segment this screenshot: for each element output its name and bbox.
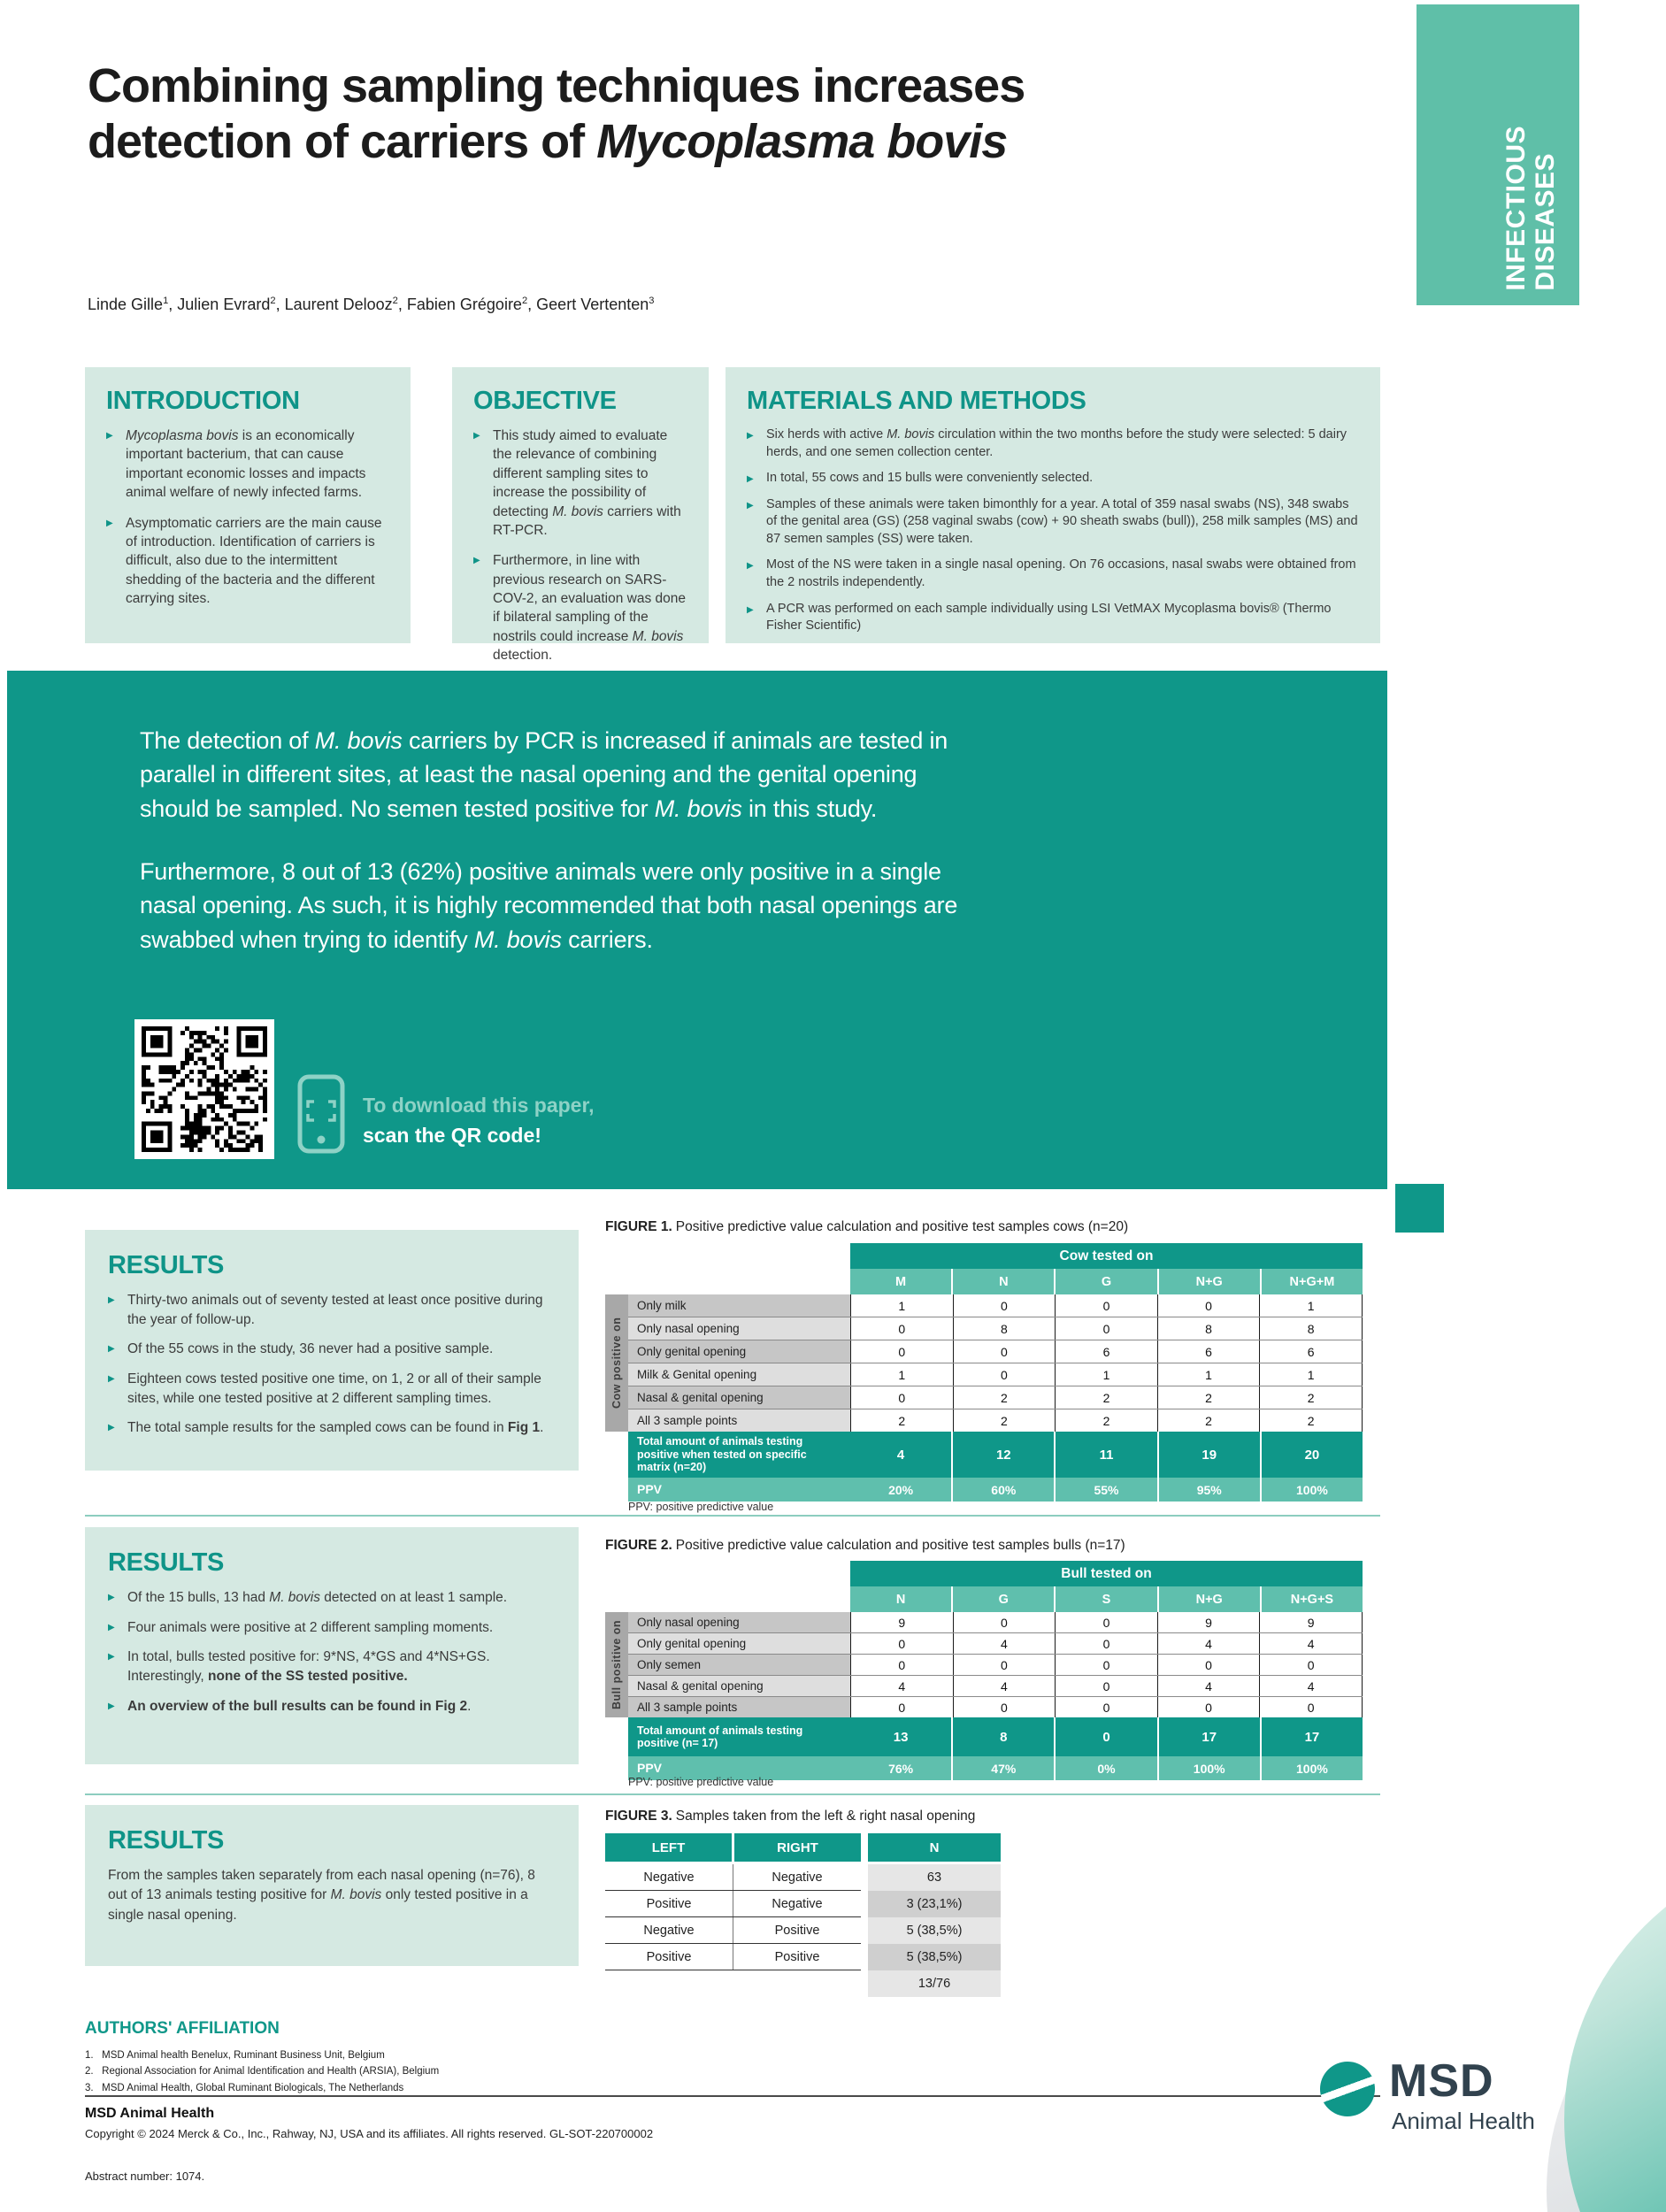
figure1-total-row <box>628 1432 1363 1478</box>
bullet-icon: ▶ <box>108 1295 115 1305</box>
cell: 3 (23,1%) <box>868 1891 1001 1917</box>
column-header: G <box>953 1586 1056 1612</box>
cell: 0 <box>953 1697 1056 1717</box>
figure2-caption <box>605 1538 1125 1554</box>
qr-instruction-line1: To download this paper, <box>363 1094 595 1117</box>
figure3-caption-label: FIGURE 3. <box>605 1809 672 1824</box>
affiliation-item: 2. Regional Association for Animal Identification and Health (ARSIA), Belgium <box>85 2066 440 2078</box>
qr-code <box>134 1019 274 1159</box>
column-header: N+G+M <box>1262 1269 1363 1294</box>
cell: 0 <box>1055 1612 1157 1632</box>
ppv-cell: 0% <box>1054 1756 1156 1780</box>
cell: 63 <box>868 1864 1001 1891</box>
figure1-caption-label: FIGURE 1. <box>605 1219 672 1234</box>
figure2-side-label: Bull positive on <box>610 1619 623 1710</box>
figure3-caption-text: Samples taken from the left & right nasal opening <box>675 1809 976 1824</box>
objective-bullets <box>473 426 687 665</box>
cell: 2 <box>953 1386 1056 1409</box>
affiliation-heading: AUTHORS' AFFILIATION <box>85 2019 280 2038</box>
bullet-item <box>108 1340 556 1359</box>
cell: 0 <box>850 1386 953 1409</box>
cell: 8 <box>1157 1317 1260 1340</box>
figure1-ppv-row <box>628 1478 1363 1502</box>
bullet-text: Eighteen cows tested positive one time, on 1, 2 or all of their sample sites, while one tested positive at 2 different sampling times. <box>127 1371 541 1406</box>
bullet-item <box>473 551 687 664</box>
figure3-total-row <box>605 1970 1003 1997</box>
decorative-sphere <box>1564 1846 1666 2212</box>
ppv-cell: 76% <box>850 1756 951 1780</box>
cell: 1 <box>850 1363 953 1386</box>
table-row <box>628 1340 1363 1363</box>
poster-title: Combining sampling techniques increases detection of carriers of Mycoplasma bovis <box>88 59 1025 169</box>
cell: 0 <box>1055 1697 1157 1717</box>
table-row <box>628 1655 1363 1676</box>
column-header: N <box>868 1833 1001 1862</box>
bullet-text: Of the 15 bulls, 13 had M. bovis detected on at least 1 sample. <box>127 1590 508 1605</box>
cell: Negative <box>772 1870 823 1885</box>
bullet-item <box>747 496 1359 549</box>
table-row <box>628 1612 1363 1633</box>
bullet-text: Furthermore, in line with previous research on SARS-COV-2, an evaluation was done if bilateral sampling of the nostrils could increase M. bovis detection. <box>493 553 686 664</box>
bullet-text: Asymptomatic carriers are the main cause of introduction. Identification of carriers is difficult, also due to the intermittent shedding of the bacteria and the different carrying sites. <box>126 515 382 606</box>
table-row <box>628 1409 1363 1432</box>
column-header: N <box>953 1269 1056 1294</box>
cell: 2 <box>1157 1386 1260 1409</box>
bullet-icon: ▶ <box>106 518 113 528</box>
row-label: Nasal & genital opening <box>628 1676 850 1696</box>
figure2-caption-text: Positive predictive value calculation and positive test samples bulls (n=17) <box>675 1538 1125 1553</box>
table-row <box>605 1917 1003 1944</box>
figure1-side-label: Cow positive on <box>610 1317 623 1409</box>
total-cell: 13 <box>850 1717 951 1756</box>
cell: Negative <box>605 1917 733 1943</box>
cell: 0 <box>1055 1655 1157 1675</box>
bullet-item <box>108 1697 556 1717</box>
results-box-1 <box>85 1230 579 1471</box>
column-header: M <box>850 1269 953 1294</box>
bullet-icon: ▶ <box>747 474 754 485</box>
methods-bullets <box>747 426 1359 635</box>
figure1-table <box>605 1243 1363 1502</box>
column-header: N <box>850 1586 953 1612</box>
table-row <box>605 1864 1003 1891</box>
figure2-column-row <box>605 1586 1363 1612</box>
table-row <box>605 1944 1003 1970</box>
figure1-caption-text: Positive predictive value calculation and positive test samples cows (n=20) <box>675 1219 1129 1234</box>
total-cell: 12 <box>951 1432 1054 1478</box>
cell: 4 <box>953 1633 1056 1654</box>
cell: 8 <box>953 1317 1056 1340</box>
footer-brand: MSD Animal Health <box>85 2106 215 2121</box>
cell: 0 <box>1055 1294 1157 1317</box>
cell: 2 <box>850 1409 953 1432</box>
figure3-table <box>605 1833 1003 1997</box>
figure1-header-row <box>605 1243 1363 1269</box>
section-divider <box>85 1793 1380 1795</box>
cell: 2 <box>1259 1409 1363 1432</box>
footer-rule <box>85 2095 1380 2097</box>
cell: 1 <box>1259 1294 1363 1317</box>
cell: 4 <box>1259 1676 1363 1696</box>
bullet-icon: ▶ <box>108 1423 115 1433</box>
cell: 1 <box>850 1294 953 1317</box>
cell: 0 <box>850 1655 953 1675</box>
results2-bullets <box>108 1588 556 1716</box>
bullet-icon: ▶ <box>747 500 754 511</box>
footer-copyright: Copyright © 2024 Merck & Co., Inc., Rahway, NJ, USA and its affiliates. All rights reserved. GL-SOT-220700002 <box>85 2127 654 2140</box>
figure1-body <box>605 1294 1363 1432</box>
cell: 0 <box>1157 1697 1260 1717</box>
cell: 6 <box>1259 1340 1363 1363</box>
objective-box <box>452 367 709 664</box>
figure2-caption-label: FIGURE 2. <box>605 1538 672 1553</box>
column-header: RIGHT <box>734 1833 861 1862</box>
bullet-text: A PCR was performed on each sample individually using LSI VetMAX Mycoplasma bovis® (Thermo Fisher Scientific) <box>766 601 1332 634</box>
table-row <box>628 1676 1363 1697</box>
ppv-cell: 55% <box>1054 1478 1156 1502</box>
cell: 4 <box>1259 1633 1363 1654</box>
results-box-2 <box>85 1527 579 1764</box>
figure3-header-row <box>605 1833 1003 1862</box>
methods-box <box>726 367 1380 643</box>
cell: 4 <box>850 1676 953 1696</box>
bullet-item <box>108 1588 556 1608</box>
figure2-header-row <box>605 1561 1363 1586</box>
bullet-icon: ▶ <box>106 431 113 441</box>
cell: 0 <box>1259 1697 1363 1717</box>
total-cell: 4 <box>850 1432 951 1478</box>
results-box-3 <box>85 1805 579 1966</box>
key-finding-paragraph-2: Furthermore, 8 out of 13 (62%) positive animals were only positive in a single nasal opening. As such, it is highly recommended that both nasal openings are swabbed when trying to identify M. bovis carriers. <box>140 858 958 953</box>
column-header: G <box>1056 1269 1158 1294</box>
cell: 8 <box>1259 1317 1363 1340</box>
total-cell: 13/76 <box>868 1970 1001 1997</box>
total-cell: 11 <box>1054 1432 1156 1478</box>
cell: 9 <box>1259 1612 1363 1632</box>
bullet-text: Samples of these animals were taken bimonthly for a year. A total of 359 nasal swabs (NS), 348 swabs of the genital area (GS) (258 vaginal swabs (cow) + 90 sheath swabs (bull)), 258 milk samples (MS) and 87 semen samples (SS) were taken. <box>766 496 1358 546</box>
msd-logo-icon <box>1320 2062 1375 2116</box>
row-label: All 3 sample points <box>628 1697 850 1717</box>
ppv-cell: 100% <box>1157 1756 1260 1780</box>
cell: 0 <box>953 1340 1056 1363</box>
bullet-text: Four animals were positive at 2 different sampling moments. <box>127 1619 494 1635</box>
results3-text: From the samples taken separately from each nasal opening (n=76), 8 out of 13 animals testing positive for M. bovis only tested positive in a single nasal opening. <box>108 1868 535 1923</box>
bullet-text: In total, bulls tested positive for: 9*NS, 4*GS and 4*NS+GS. Interestingly, none of the SS tested positive. <box>127 1649 490 1685</box>
footer-abstract-number: Abstract number: 1074. <box>85 2170 205 2183</box>
cell: 2 <box>953 1409 1056 1432</box>
bullet-icon: ▶ <box>108 1344 115 1355</box>
bullet-icon: ▶ <box>473 556 480 566</box>
bullet-text: The total sample results for the sampled cows can be found in Fig 1. <box>127 1420 544 1436</box>
objective-heading: OBJECTIVE <box>473 387 617 415</box>
cell: 0 <box>850 1697 953 1717</box>
column-header: N+G+S <box>1262 1586 1363 1612</box>
ppv-cell: 100% <box>1260 1756 1363 1780</box>
cell: 0 <box>953 1294 1056 1317</box>
results2-heading: RESULTS <box>108 1548 225 1577</box>
results1-bullets <box>108 1291 556 1438</box>
introduction-box <box>85 367 411 643</box>
cell: 5 (38,5%) <box>868 1944 1001 1970</box>
cell: 0 <box>850 1340 953 1363</box>
cell: 1 <box>1055 1363 1157 1386</box>
msd-logo-text: MSD <box>1389 2055 1494 2107</box>
figure2-body <box>605 1612 1363 1717</box>
row-label: Only nasal opening <box>628 1612 850 1632</box>
table-row <box>628 1294 1363 1317</box>
cell: 9 <box>1157 1612 1260 1632</box>
figure2-table <box>605 1561 1363 1780</box>
total-cell: 0 <box>1054 1717 1156 1756</box>
bullet-icon: ▶ <box>747 431 754 441</box>
figure1-corner-header: Cow tested on <box>850 1243 1363 1269</box>
row-label: All 3 sample points <box>628 1409 850 1432</box>
introduction-bullets <box>106 426 389 608</box>
bullet-text: This study aimed to evaluate the relevance of combining different sampling sites to increase the possibility of detecting M. bovis carriers with RT-PCR. <box>493 428 681 538</box>
cell: 0 <box>1055 1676 1157 1696</box>
section-divider <box>85 1515 1380 1517</box>
column-header: N+G <box>1159 1269 1262 1294</box>
authors-line: Linde Gille$^1$, Julien Evrard$^2$, Laurent Delooz$^2$, Fabien Grégoire$^2$, Geert Vertenten$^3$ <box>88 296 655 313</box>
figure2-total-row <box>628 1717 1363 1756</box>
bullet-icon: ▶ <box>108 1622 115 1632</box>
figure1-footnote: PPV: positive predictive value <box>628 1501 774 1513</box>
qr-instruction-line2: scan the QR code! <box>363 1124 541 1147</box>
cell: 0 <box>850 1633 953 1654</box>
cell: 0 <box>953 1363 1056 1386</box>
figure1-side-strip <box>605 1294 628 1432</box>
cell: 0 <box>850 1317 953 1340</box>
column-header: LEFT <box>605 1833 732 1862</box>
figure2-corner-header: Bull tested on <box>850 1561 1363 1586</box>
figure2-footnote: PPV: positive predictive value <box>628 1776 774 1788</box>
cell: 6 <box>1055 1340 1157 1363</box>
total-label: Total amount of animals testing positive when tested on specific matrix (n=20) <box>628 1432 850 1478</box>
ppv-cell: 60% <box>951 1478 1054 1502</box>
cell: 4 <box>1157 1676 1260 1696</box>
cell: 5 (38,5%) <box>868 1917 1001 1944</box>
bullet-text: Mycoplasma bovis is an economically important bacterium, that can cause important economic losses and impacts animal welfare of newly infected farms. <box>126 428 366 501</box>
figure2-side-strip <box>605 1612 628 1717</box>
total-cell: 17 <box>1260 1717 1363 1756</box>
ppv-cell: 20% <box>850 1478 951 1502</box>
bullet-item <box>473 426 687 540</box>
row-label: Only nasal opening <box>628 1317 850 1340</box>
teal-accent-square <box>1395 1184 1444 1233</box>
row-label: Only milk <box>628 1294 850 1317</box>
affiliation-block <box>85 2019 439 2096</box>
category-tag-line1: INFECTIOUS <box>1501 126 1531 291</box>
cell: Positive <box>605 1944 733 1970</box>
bullet-item <box>106 426 389 503</box>
category-tag-label <box>1501 126 1560 291</box>
bullet-item <box>108 1291 556 1329</box>
cell: Negative <box>605 1864 733 1890</box>
cell: 2 <box>1157 1409 1260 1432</box>
table-row <box>628 1633 1363 1655</box>
cell: 9 <box>850 1612 953 1632</box>
bullet-item <box>747 601 1359 635</box>
cell: 0 <box>953 1655 1056 1675</box>
table-row <box>628 1697 1363 1717</box>
cell: 2 <box>1259 1386 1363 1409</box>
bullet-text: Most of the NS were taken in a single nasal opening. On 76 occasions, nasal swabs were obtained from the 2 nostrils independently. <box>766 557 1356 589</box>
bullet-item <box>108 1647 556 1686</box>
cell: 0 <box>1055 1317 1157 1340</box>
cell: Positive <box>774 1949 820 1964</box>
bullet-item <box>747 557 1359 591</box>
figure3-caption <box>605 1809 975 1824</box>
table-row <box>628 1386 1363 1409</box>
key-findings-banner <box>7 671 1387 1189</box>
row-label: Only semen <box>628 1655 850 1675</box>
table-row <box>628 1363 1363 1386</box>
introduction-heading: INTRODUCTION <box>106 387 300 415</box>
key-finding-paragraph-1: The detection of M. bovis carriers by PCR is increased if animals are tested in parallel in different sites, at least the nasal opening and the genital opening should be sampled. No semen tested positive for M. bovis in this study. <box>140 727 948 822</box>
ppv-label: PPV <box>628 1478 850 1502</box>
cell: 4 <box>1157 1633 1260 1654</box>
cell: 0 <box>1055 1633 1157 1654</box>
bullet-icon: ▶ <box>108 1701 115 1711</box>
bullet-icon: ▶ <box>108 1593 115 1602</box>
figure1-caption <box>605 1219 1128 1235</box>
cell: Positive <box>605 1891 733 1916</box>
cell: 0 <box>953 1612 1056 1632</box>
table-row <box>605 1891 1003 1917</box>
cell: Positive <box>774 1923 820 1938</box>
affiliation-item: 3. MSD Animal Health, Global Ruminant Biologicals, The Netherlands <box>85 2082 404 2093</box>
column-header: N+G <box>1159 1586 1262 1612</box>
ppv-cell: 47% <box>951 1756 1054 1780</box>
total-cell: 17 <box>1157 1717 1260 1756</box>
cell: Negative <box>772 1896 823 1911</box>
category-tag <box>1416 4 1579 305</box>
ppv-label: PPV <box>628 1756 850 1780</box>
cell: 0 <box>1259 1655 1363 1675</box>
bullet-icon: ▶ <box>747 604 754 615</box>
phone-scan-icon <box>297 1074 345 1158</box>
row-label: Only genital opening <box>628 1340 850 1363</box>
cell: 0 <box>1157 1294 1260 1317</box>
cell: 2 <box>1055 1386 1157 1409</box>
bullet-text: In total, 55 cows and 15 bulls were conveniently selected. <box>766 471 1094 486</box>
cell: 0 <box>1157 1655 1260 1675</box>
cell: 4 <box>953 1676 1056 1696</box>
bullet-icon: ▶ <box>473 431 480 441</box>
ppv-cell: 95% <box>1157 1478 1260 1502</box>
bullet-item <box>106 514 389 609</box>
cell: 6 <box>1157 1340 1260 1363</box>
bullet-item <box>747 470 1359 488</box>
bullet-icon: ▶ <box>747 561 754 572</box>
row-label: Nasal & genital opening <box>628 1386 850 1409</box>
affiliation-item: 1. MSD Animal health Benelux, Ruminant Business Unit, Belgium <box>85 2050 385 2061</box>
bullet-icon: ▶ <box>108 1652 115 1663</box>
bullet-text: Thirty-two animals out of seventy tested at least once positive during the year of follow-up. <box>127 1293 543 1327</box>
category-tag-line2: DISEASES <box>1531 153 1560 291</box>
bullet-text: Six herds with active M. bovis circulation within the two months before the study were selected: 5 dairy herds, and one semen collection center. <box>766 427 1347 459</box>
row-label: Only genital opening <box>628 1633 850 1654</box>
total-cell: 8 <box>951 1717 1054 1756</box>
cell: 1 <box>1259 1363 1363 1386</box>
msd-logo-subtext: Animal Health <box>1392 2108 1535 2134</box>
bullet-item <box>747 426 1359 461</box>
row-label: Milk & Genital opening <box>628 1363 850 1386</box>
bullet-item <box>108 1370 556 1408</box>
bullet-text: An overview of the bull results can be found in Fig 2. <box>127 1698 472 1714</box>
cell: 1 <box>1157 1363 1260 1386</box>
total-cell: 20 <box>1260 1432 1363 1478</box>
results1-heading: RESULTS <box>108 1251 225 1279</box>
table-row <box>628 1317 1363 1340</box>
bullet-item <box>108 1618 556 1638</box>
figure1-column-row <box>605 1269 1363 1294</box>
cell: 2 <box>1055 1409 1157 1432</box>
bullet-text: Of the 55 cows in the study, 36 never had a positive sample. <box>127 1341 494 1357</box>
column-header: S <box>1056 1586 1158 1612</box>
bullet-icon: ▶ <box>108 1374 115 1385</box>
bullet-item <box>108 1418 556 1438</box>
ppv-cell: 100% <box>1260 1478 1363 1502</box>
total-cell: 19 <box>1157 1432 1260 1478</box>
methods-heading: MATERIALS AND METHODS <box>747 387 1086 415</box>
total-label: Total amount of animals testing positive (n= 17) <box>628 1717 850 1756</box>
results3-heading: RESULTS <box>108 1826 225 1855</box>
